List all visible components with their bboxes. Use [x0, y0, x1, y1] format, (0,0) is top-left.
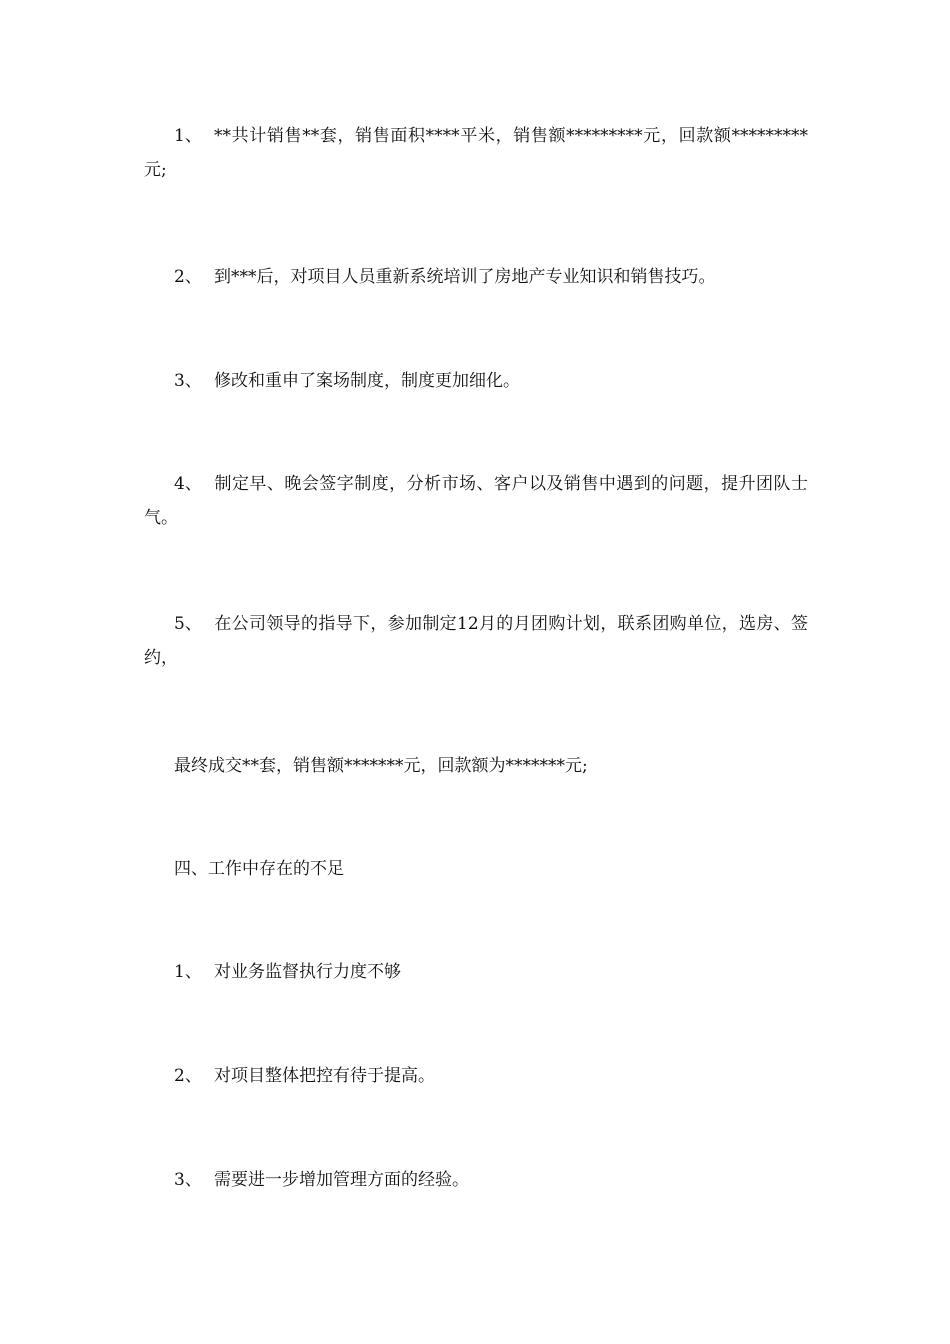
list-item: [144, 119, 808, 187]
item-number: 1、: [174, 962, 202, 982]
item-number: 4、: [174, 474, 202, 494]
item-text: **共计销售**套，销售面积****平米，销售额*********元，回款额*********元;: [144, 126, 808, 180]
item-text: 制定早、晚会签字制度，分析市场、客户以及销售中遇到的问题，提升团队士气。: [144, 474, 808, 528]
item-text: 对项目整体把控有待于提高。: [214, 1066, 435, 1086]
item-number: 2、: [174, 267, 202, 287]
item-text: 到***后，对项目人员重新系统培训了房地产专业知识和销售技巧。: [214, 267, 716, 287]
list-item: [144, 955, 808, 989]
list-item: [144, 1163, 808, 1197]
item-number: 2、: [174, 1066, 202, 1086]
list-item: [144, 607, 808, 675]
item-number: 1、: [174, 126, 202, 146]
item-number: 3、: [174, 1170, 202, 1190]
item-text: 在公司领导的指导下，参加制定12月的月团购计划，联系团购单位，选房、签约，: [144, 614, 808, 668]
item-text: 对业务监督执行力度不够: [214, 962, 401, 982]
list-item: [144, 1059, 808, 1093]
item-text: 修改和重申了案场制度，制度更加细化。: [214, 371, 520, 391]
section-heading: 四、工作中存在的不足: [174, 859, 344, 879]
list-item: [144, 260, 808, 294]
list-item: [144, 467, 808, 535]
item-number: 5、: [174, 614, 202, 634]
item-number: 3、: [174, 371, 202, 391]
result-line: 最终成交**套，销售额*******元，回款额为*******元;: [174, 756, 588, 776]
item-text: 需要进一步增加管理方面的经验。: [214, 1170, 469, 1190]
list-item: [144, 364, 808, 398]
